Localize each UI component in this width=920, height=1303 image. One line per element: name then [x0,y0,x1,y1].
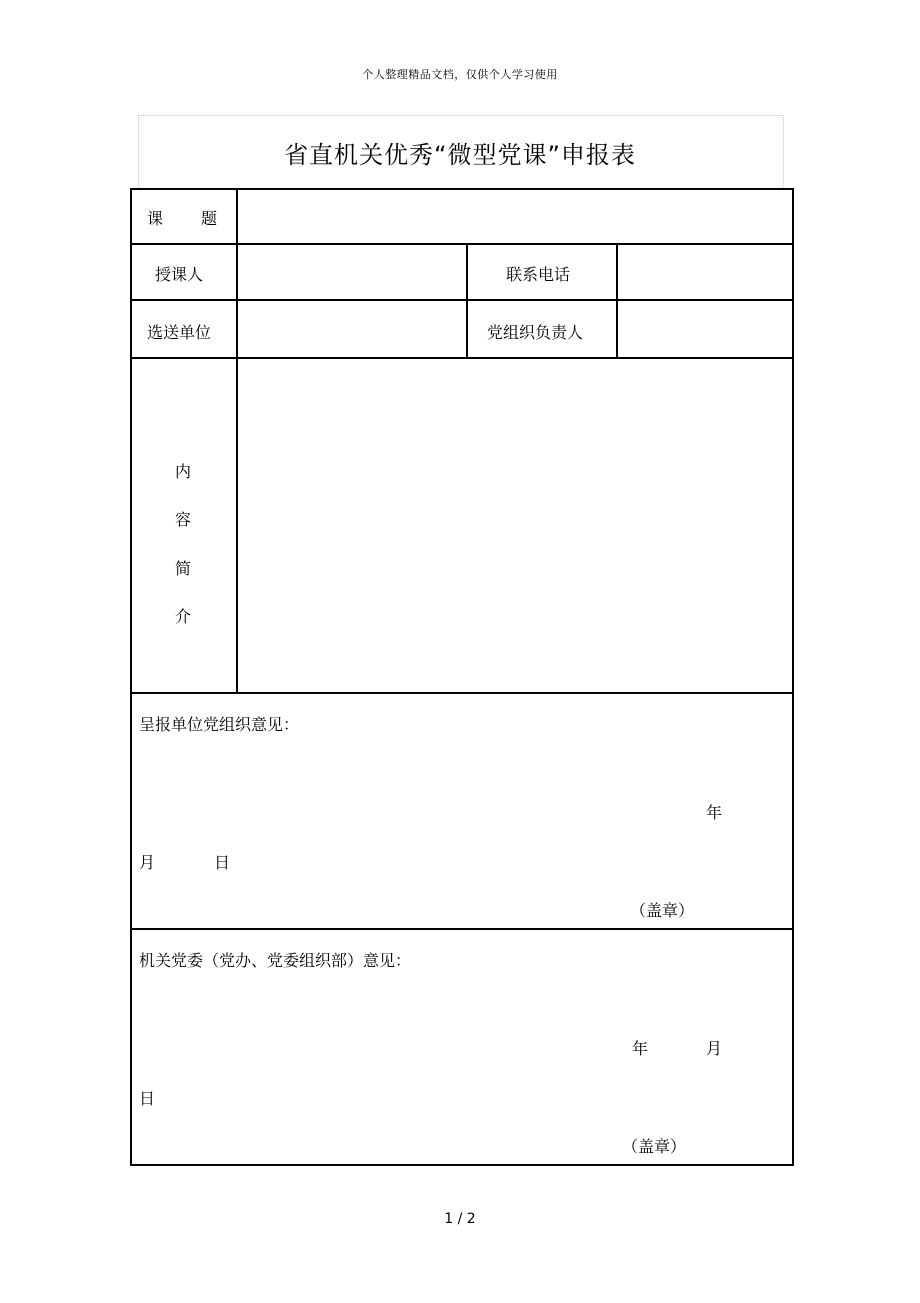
table-border-left [130,188,132,1166]
row-divider-1 [130,243,794,245]
page-header-note: 个人整理精品文档，仅供个人学习使用 [362,68,558,81]
topic-label-char-1: 课 [147,209,164,228]
page-number: 1 / 2 [444,1211,476,1227]
party-head-label: 党组织负责人 [487,323,584,342]
row-divider-4 [130,692,794,694]
summary-label-char-4: 介 [175,607,192,626]
committee-opinion-day: 日 [139,1089,156,1108]
phone-field[interactable] [620,247,790,297]
party-head-field[interactable] [620,303,790,355]
label-column-divider [236,188,238,694]
right-column-divider [616,243,618,359]
submit-opinion-year: 年 [706,803,723,822]
lecturer-label: 授课人 [155,265,204,284]
submit-opinion-day: 日 [214,853,231,872]
summary-label-char-2: 容 [175,510,192,529]
committee-opinion-label: 机关党委（党办、党委组织部）意见： [139,951,412,970]
committee-opinion-seal: （盖章） [622,1137,687,1156]
lecturer-field[interactable] [240,247,464,297]
phone-label: 联系电话 [506,265,571,284]
submit-opinion-label: 呈报单位党组织意见： [139,715,300,734]
summary-label-char-3: 简 [175,559,192,578]
submit-opinion-month: 月 [139,853,156,872]
topic-label-char-2: 题 [201,209,218,228]
table-border-right [792,188,794,1166]
committee-opinion-month: 月 [706,1039,723,1058]
middle-column-divider [466,243,468,359]
row-divider-5 [130,928,794,930]
table-border-top [130,188,794,190]
topic-field[interactable] [240,192,790,242]
unit-label: 选送单位 [147,323,212,342]
unit-field[interactable] [240,303,464,355]
committee-opinion-year: 年 [632,1039,649,1058]
submit-opinion-seal: （盖章） [630,901,695,920]
table-border-bottom [130,1164,794,1166]
summary-label-char-1: 内 [175,462,192,481]
row-divider-3 [130,357,794,359]
row-divider-2 [130,299,794,301]
form-title: 省直机关优秀“微型党课”申报表 [284,141,636,169]
summary-field[interactable] [240,361,790,690]
